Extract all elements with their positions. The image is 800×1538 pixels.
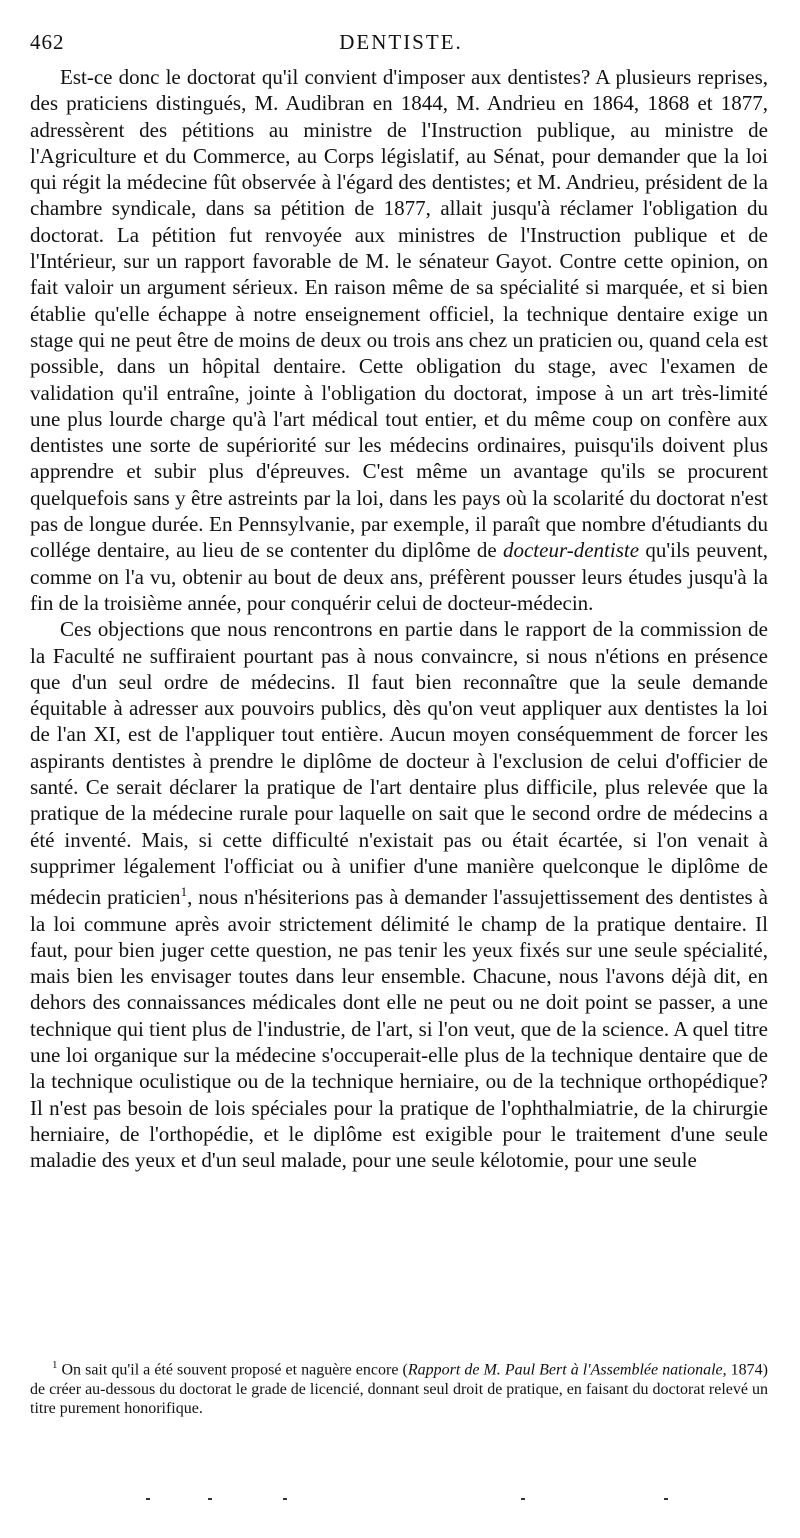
running-head: DENTISTE. [339, 30, 463, 54]
footnote-reference: 1 [180, 884, 188, 900]
speck [208, 1498, 212, 1500]
paragraph [30, 616, 768, 1173]
body-text [30, 64, 768, 1173]
speck [146, 1498, 150, 1500]
speck [283, 1498, 287, 1500]
footnote-text: On sait qu'il a été souvent proposé et naguère encore ( [61, 1361, 408, 1379]
footnote-citation: Rapport de M. Paul Bert à l'Assemblée nationale [407, 1361, 723, 1379]
paragraph-text: Est-ce donc le doctorat qu'il convient d'imposer aux dentistes? A plusieurs reprises, des praticiens distingués, M. Audibran en 1844, M. Andrieu en 1864, 1868 et 1877, adressèrent des pétitions au ministre de l'Instruction publique, au ministre de l'Agriculture et du Commerce, au Corps législatif, au Sénat, pour demander que la loi qui régit la médecine fût observée à l'égard des dentistes; et M. Andrieu, président de la chambre syndicale, dans sa pétition de 1877, allait jusqu'à réclamer l'obligation du doctorat. La pétition fut renvoyée aux ministres de l'Instruction publique et de l'Intérieur, sur un rapport favorable de M. le sénateur Gayot. Contre cette opinion, on fait valoir un argument sérieux. En raison même de sa spécialité si marquée, et si bien établie qu'elle échappe à notre enseignement officiel, la technique dentaire exige un stage qui ne peut être de moins de deux ou trois ans chez un praticien ou, quand cela est possible, dans un hôpital dentaire. Cette obligation du stage, avec l'examen de validation qu'il entraîne, jointe à l'obligation du doctorat, impose à un art très-limité une plus lourde charge qu'à l'art médical tout entier, et du même coup on confère aux dentistes une sorte de supériorité sur les médecins ordinaires, puisqu'ils doivent plus apprendre et subir plus d'épreuves. C'est même un avantage qu'ils se procurent quelquefois sans y être astreints par la loi, dans les pays où la scolarité du doctorat n'est pas de longue durée. En Pennsylvanie, par exemple, il paraît que nombre d'étudiants du collége dentaire, au lieu de se contenter du diplôme de [30, 65, 768, 563]
footnote [30, 1356, 768, 1419]
paragraph-text: Ces objections que nous rencontrons en partie dans le rapport de la commission de la Faculté ne suffiraient pourtant pas à nous convaincre, si nous n'étions en présence que d'un seul ordre de médecins. Il faut bien reconnaître que la seule demande équitable à adresser aux pouvoirs publics, dès qu'on veut appliquer aux dentistes la loi de l'an XI, est de l'appliquer tout entière. Aucun moyen conséquemment de forcer les aspirants dentistes à prendre le diplôme de docteur à l'exclusion de celui d'officier de santé. Ce serait déclarer la pratique de l'art dentaire plus difficile, plus relevée que la pratique de la médecine rurale pour laquelle on sait que le second ordre de médecins a été inventé. Mais, si cette difficulté n'existait pas ou était écartée, si l'on venait à supprimer légalement l'officiat ou à unifier d'une manière quelconque le diplôme de médecin praticien [30, 617, 768, 910]
paragraph-text: , nous n'hésiterions pas à demander l'assujettissement des dentistes à la loi commune après avoir strictement délimité le champ de la pratique dentaire. Il faut, pour bien juger cette question, ne pas tenir les yeux fixés sur une seule spécialité, mais bien les envisager toutes dans leur ensemble. Chacune, nous l'avons déjà dit, en dehors des connaissances médicales dont elle ne peut ou ne doit point se passer, a une technique qui tient plus de l'industrie, de l'art, si l'on veut, que de la science. A quel titre une loi organique sur la médecine s'occuperait-elle plus de la technique dentaire que de la technique oculistique ou de la technique herniaire, ou de la technique orthopédique? Il n'est pas besoin de lois spéciales pour la pratique de l'ophthalmiatrie, de la chirurgie herniaire, de l'orthopédie, et le diplôme est exigible pour le traitement d'une seule maladie des yeux et d'un seul malade, pour une seule kélotomie, pour une seule [30, 885, 768, 1173]
paragraph-text: qu'ils peuvent, comme on l'a vu, obtenir au bout de deux ans, préfèrent pousser leurs études jusqu'à la fin de la troisième année, pour conquérir celui de docteur-médecin. [30, 538, 769, 615]
page-number: 462 [30, 30, 65, 54]
footnote-mark: 1 [52, 1359, 58, 1371]
speck [521, 1498, 525, 1500]
print-specks [0, 1498, 800, 1508]
speck [664, 1498, 668, 1500]
paragraph [30, 64, 768, 616]
italic-term: docteur-dentiste [502, 538, 640, 563]
page-header [30, 30, 772, 56]
footnote-text: , 1874) de créer au-dessous du doctorat le grade de licencié, donnant seul droit de pratique, en faisant du doctorat relevé un titre purement honorifique. [30, 1361, 768, 1418]
